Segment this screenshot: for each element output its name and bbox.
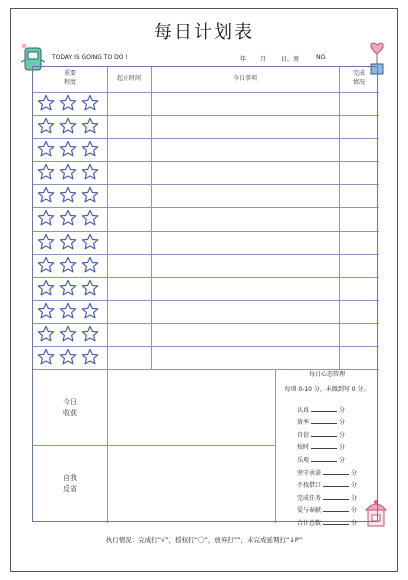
star-icon	[81, 233, 99, 255]
mood-row	[297, 477, 379, 490]
score-blank[interactable]	[311, 436, 337, 437]
mood-row	[297, 426, 379, 439]
importance-stars	[37, 325, 99, 347]
header-time: 起止时间	[116, 75, 141, 82]
star-icon	[37, 302, 55, 324]
star-icon	[81, 163, 99, 185]
importance-stars	[37, 302, 99, 324]
mood-item-label: 完成任务	[297, 494, 322, 502]
importance-stars	[37, 94, 99, 116]
mood-row	[297, 414, 379, 427]
mood-item-label: 不找借口	[297, 482, 322, 490]
mood-unit: 分	[351, 519, 358, 527]
score-blank[interactable]	[323, 474, 349, 475]
star-icon	[59, 279, 77, 301]
mood-row	[297, 439, 379, 452]
importance-stars	[37, 279, 99, 301]
star-icon	[59, 209, 77, 231]
star-icon	[59, 348, 77, 370]
star-icon	[81, 325, 99, 347]
star-icon	[59, 163, 77, 185]
star-icon	[81, 209, 99, 231]
star-icon	[59, 233, 77, 255]
star-icon	[81, 117, 99, 139]
star-icon	[37, 279, 55, 301]
star-icon	[37, 233, 55, 255]
mood-row	[297, 489, 379, 502]
score-blank[interactable]	[323, 511, 349, 512]
mood-unit: 分	[351, 482, 358, 490]
date-year: 年	[240, 56, 247, 63]
score-blank[interactable]	[323, 524, 349, 525]
mood-panel	[275, 369, 379, 527]
importance-stars	[37, 140, 99, 162]
footer-legend: 执行情况：完成打“√”，授权打“〇”，放弃打“”，未完成延期打“↓P”	[105, 536, 303, 544]
today-text: TODAY IS GOING TO DO !	[52, 54, 128, 61]
star-icon	[81, 256, 99, 278]
score-blank[interactable]	[311, 448, 337, 449]
mood-item-label: 乐观	[297, 456, 310, 464]
star-icon	[59, 94, 77, 116]
star-icon	[37, 186, 55, 208]
mood-unit: 分	[339, 431, 346, 439]
date-no: NO.	[316, 54, 327, 61]
mood-row	[297, 514, 379, 527]
star-icon	[37, 140, 55, 162]
mood-unit: 分	[339, 419, 346, 427]
mood-item-label: 自信	[297, 431, 310, 439]
date-day: 日，周	[281, 56, 300, 63]
header-items: 今日事项	[232, 75, 257, 82]
score-blank[interactable]	[323, 486, 349, 487]
star-icon	[59, 140, 77, 162]
mood-row	[297, 464, 379, 477]
star-icon	[59, 186, 77, 208]
importance-stars	[37, 117, 99, 139]
importance-stars	[37, 233, 99, 255]
star-icon	[37, 94, 55, 116]
importance-stars	[37, 348, 99, 370]
plan-table	[32, 66, 378, 527]
star-icon	[81, 279, 99, 301]
star-icon	[81, 302, 99, 324]
star-icon	[81, 140, 99, 162]
star-icon	[81, 348, 99, 370]
mood-row	[297, 401, 379, 414]
mood-unit: 分	[351, 469, 358, 477]
star-icon	[37, 325, 55, 347]
star-icon	[59, 325, 77, 347]
mood-item-label: 坚守承诺	[297, 469, 322, 477]
mood-item-label: 按时	[297, 444, 310, 452]
mood-row	[297, 502, 379, 515]
score-blank[interactable]	[311, 411, 337, 412]
mood-item-label: 效率	[297, 419, 310, 427]
star-icon	[59, 302, 77, 324]
star-icon	[37, 163, 55, 185]
star-icon	[37, 209, 55, 231]
section-harvest-label: 今日 收获	[63, 398, 77, 417]
star-icon	[37, 348, 55, 370]
star-icon	[37, 117, 55, 139]
star-icon	[59, 256, 77, 278]
star-icon	[59, 117, 77, 139]
mood-unit: 分	[351, 494, 358, 502]
importance-stars	[37, 209, 99, 231]
importance-stars	[37, 186, 99, 208]
section-reflect-label: 自我 反省	[63, 474, 77, 493]
score-blank[interactable]	[311, 423, 337, 424]
mood-item-label: 认真	[297, 406, 310, 414]
mood-subtitle: 每项 0-10 分，未做到写 0 分。	[284, 386, 370, 393]
page-title: 每日计划表	[154, 22, 254, 43]
importance-stars	[37, 256, 99, 278]
score-blank[interactable]	[311, 461, 337, 462]
mood-row	[297, 451, 379, 464]
mood-title: 每日心态管理	[308, 371, 345, 378]
header-done: 完成 情况	[352, 70, 365, 86]
mood-unit: 分	[339, 444, 346, 452]
score-blank[interactable]	[323, 499, 349, 500]
star-icon	[81, 186, 99, 208]
star-icon	[37, 256, 55, 278]
importance-stars	[37, 163, 99, 185]
mood-unit: 分	[351, 507, 358, 515]
mood-unit: 分	[339, 456, 346, 464]
mood-item-label: 爱与奉献	[297, 507, 322, 515]
mood-unit: 分	[339, 406, 346, 414]
date-month: 月	[260, 56, 267, 63]
mood-item-label: 合计总数	[297, 519, 322, 527]
star-icon	[81, 94, 99, 116]
header-importance: 重要 程度	[63, 70, 76, 86]
